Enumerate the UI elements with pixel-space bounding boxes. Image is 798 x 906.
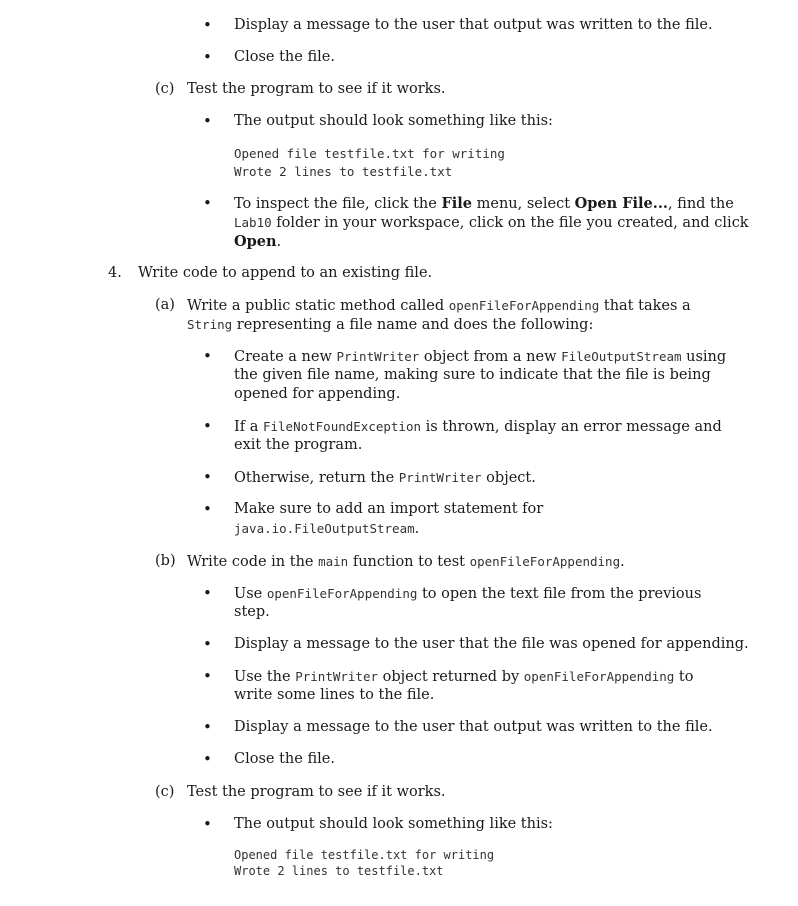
list-item: Display a message to the user that output was written to the file. — [234, 719, 713, 735]
bullet: • — [203, 667, 212, 685]
step-marker: (b) — [155, 553, 176, 569]
list-item-cont: java.io.FileOutputStream. — [234, 521, 420, 537]
list-item: Display a message to the user that output was written to the file. — [234, 17, 713, 33]
step-text: Test the program to see if it works. — [187, 784, 446, 800]
list-item-cont: the given file name, making sure to indicate that the file is being — [234, 367, 711, 383]
list-item: Close the file. — [234, 49, 335, 65]
code-line: Wrote 2 lines to testfile.txt — [234, 164, 453, 179]
item-number: 4. — [108, 265, 122, 281]
list-item: Use openFileForAppending to open the text file from the previous — [234, 586, 702, 602]
bullet: • — [203, 417, 212, 435]
list-item: Create a new PrintWriter object from a new FileOutputStream using — [234, 349, 727, 365]
code-line: Opened file testfile.txt for writing — [234, 848, 495, 862]
step-marker: (c) — [155, 784, 175, 800]
code-line: Wrote 2 lines to testfile.txt — [234, 864, 444, 878]
item-heading: Write code to append to an existing file. — [138, 265, 433, 281]
list-item: If a FileNotFoundException is thrown, display an error message and — [234, 419, 722, 435]
bullet: • — [203, 112, 212, 130]
bullet: • — [203, 48, 212, 66]
step-text: Test the program to see if it works. — [187, 81, 446, 97]
list-item-cont: Lab10 folder in your workspace, click on the file you created, and click — [234, 215, 749, 231]
bullet: • — [203, 500, 212, 518]
list-item: The output should look something like this: — [234, 816, 553, 832]
bullet: • — [203, 468, 212, 486]
list-item-cont: opened for appending. — [234, 386, 401, 402]
code-line: Opened file testfile.txt for writing — [234, 146, 505, 161]
bullet: • — [203, 635, 212, 653]
step-text-cont: String representing a file name and does the following: — [187, 317, 594, 333]
step-marker: (a) — [155, 297, 175, 313]
list-item: Make sure to add an import statement for — [234, 501, 544, 517]
open-button-ref: Open — [234, 233, 277, 250]
open-file-menu-ref: Open File... — [574, 195, 668, 212]
list-item-cont: write some lines to the file. — [234, 687, 435, 703]
list-item-cont: step. — [234, 604, 270, 620]
file-menu-ref: File — [441, 195, 473, 212]
list-item: Otherwise, return the PrintWriter object. — [234, 470, 536, 486]
list-item: Display a message to the user that the file was opened for appending. — [234, 636, 749, 652]
bullet: • — [203, 718, 212, 736]
step-text: Write a public static method called openFileForAppending that takes a — [187, 298, 691, 314]
list-item-cont: exit the program. — [234, 437, 363, 453]
step-text: Write code in the main function to test openFileForAppending. — [187, 554, 625, 570]
bullet: • — [203, 584, 212, 602]
list-item-cont: Open. — [234, 233, 282, 250]
bullet: • — [203, 194, 212, 212]
list-item: To inspect the file, click the File menu, select Open File..., find the — [234, 195, 734, 212]
bullet: • — [203, 815, 212, 833]
list-item: Close the file. — [234, 751, 335, 767]
bullet: • — [203, 347, 212, 365]
bullet: • — [203, 750, 212, 768]
list-item: Use the PrintWriter object returned by openFileForAppending to — [234, 669, 694, 685]
step-marker: (c) — [155, 81, 175, 97]
list-item: The output should look something like this: — [234, 113, 553, 129]
bullet: • — [203, 16, 212, 34]
